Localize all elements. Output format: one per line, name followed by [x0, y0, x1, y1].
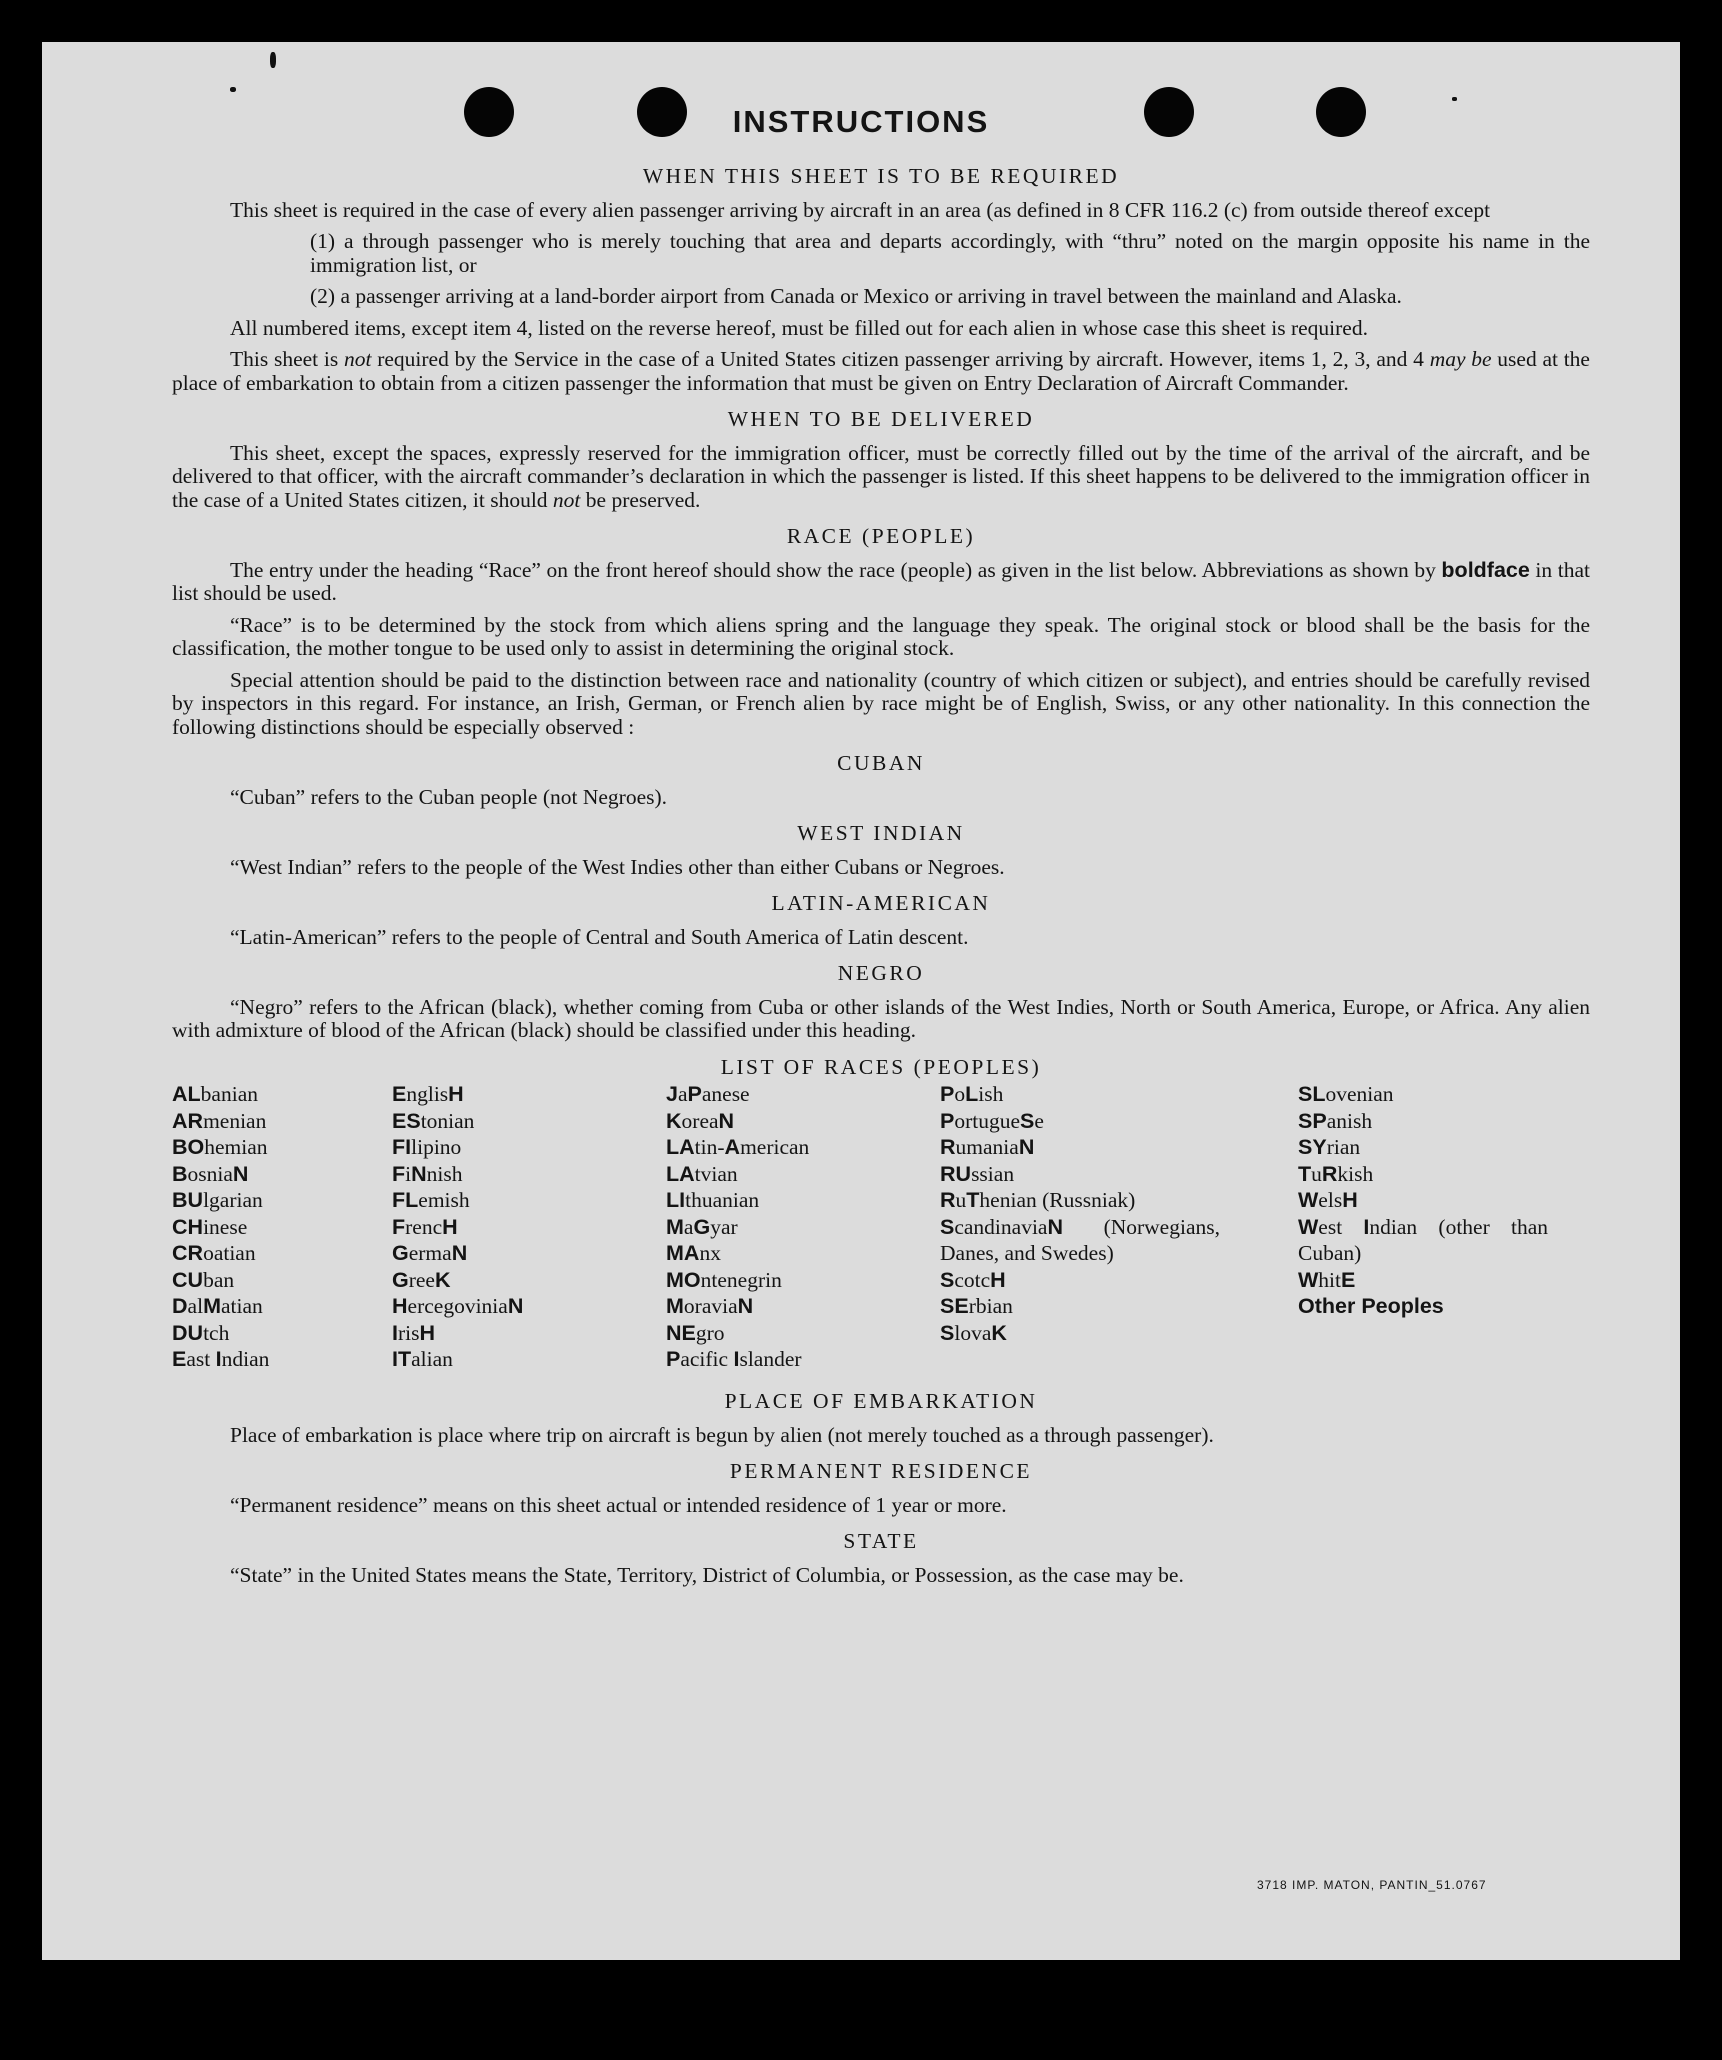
- paragraph: “West Indian” refers to the people of the West Indies other than either Cubans or Negroes.: [230, 854, 1005, 879]
- list-item: (2) a passenger arriving at a land-border airport from Canada or Mexico or arriving in travel between the mainland and Alaska.: [310, 284, 1402, 308]
- speck: [1452, 97, 1457, 101]
- race-item: BUlgarian: [172, 1188, 263, 1212]
- race-item: EStonian: [392, 1108, 475, 1133]
- paragraph: This sheet is not required by the Service in the case of a United States citizen passenger arriving by aircraft. However, items 1, 2, 3, and 4 may be used at the place of embarkation to obtain from a citizen passenger the information that must be given on Entry Declaration of Aircraft Commander.: [172, 347, 1590, 395]
- race-item: CRoatian: [172, 1241, 256, 1265]
- race-item: Pacific Islander: [666, 1347, 802, 1371]
- race-item: NEgro: [666, 1320, 725, 1345]
- race-item: CHinese: [172, 1214, 248, 1239]
- paragraph: This sheet, except the spaces, expressly reserved for the immigration officer, must be correctly filled out by the time of the arrival of the aircraft, and be delivered to that officer, with the aircraft commander’s declaration in which the passenger is listed. If this sheet happens to be delivered to the immigration officer in the case of a United States citizen, it should not be preserved.: [172, 440, 1590, 512]
- race-item: West Indian (other than Cuban): [1298, 1214, 1548, 1265]
- race-item: MoraviaN: [666, 1294, 754, 1318]
- race-item: Other Peoples: [1298, 1294, 1444, 1318]
- race-item: WelsH: [1298, 1188, 1358, 1212]
- paragraph: “Latin-American” refers to the people of Central and South America of Latin descent.: [230, 924, 969, 949]
- race-item: FrencH: [392, 1214, 458, 1239]
- paragraph: “State” in the United States means the State, Territory, District of Columbia, or Possession, as the case may be.: [230, 1562, 1184, 1587]
- race-item: KoreaN: [666, 1108, 735, 1133]
- race-item: ITalian: [392, 1347, 453, 1371]
- race-item: BOhemian: [172, 1135, 268, 1159]
- race-column: [1298, 1081, 1548, 1320]
- paragraph: “Negro” refers to the African (black), whether coming from Cuba or other islands of the West Indies, North or South America, Europe, or Africa. Any alien with admixture of blood of the African (black) should be classified under this heading.: [172, 994, 1590, 1042]
- race-item: SLovenian: [1298, 1082, 1394, 1106]
- race-item: SYrian: [1298, 1135, 1361, 1159]
- race-item: ScandinaviaN (Norwegians, Danes, and Swedes): [940, 1214, 1220, 1265]
- paragraph: All numbered items, except item 4, listed on the reverse hereof, must be filled out for each alien in whose case this sheet is required.: [230, 315, 1368, 340]
- paragraph: “Permanent residence” means on this sheet actual or intended residence of 1 year or more.: [230, 1492, 1007, 1517]
- instructions-body: [172, 152, 1590, 1595]
- race-item: East Indian: [172, 1347, 270, 1371]
- race-item: GermaN: [392, 1241, 468, 1265]
- race-item: MaGyar: [666, 1214, 738, 1239]
- race-item: TuRkish: [1298, 1161, 1374, 1186]
- race-column: [172, 1081, 382, 1373]
- race-item: ARmenian: [172, 1108, 267, 1133]
- race-item: JaPanese: [666, 1082, 750, 1106]
- race-column: [392, 1081, 612, 1373]
- section-heading: RACE (PEOPLE): [786, 524, 976, 548]
- race-item: RuThenian (Russniak): [940, 1188, 1136, 1212]
- section-heading: WEST INDIAN: [797, 821, 965, 845]
- race-item: SlovaK: [940, 1320, 1007, 1345]
- paragraph: “Race” is to be determined by the stock from which aliens spring and the language they speak. The original stock or blood shall be the basis for the classification, the mother tongue to be used only to assist in determining the original stock.: [172, 612, 1590, 660]
- race-list: [172, 1081, 1590, 1377]
- race-item: SPanish: [1298, 1108, 1373, 1133]
- section-heading: LIST OF RACES (PEOPLES): [720, 1054, 1042, 1079]
- section-heading: CUBAN: [837, 751, 925, 775]
- paragraph: The entry under the heading “Race” on the front hereof should show the race (people) as given in the list below. Abbreviations as shown by boldface in that list should be used.: [172, 557, 1590, 605]
- race-item: WhitE: [1298, 1267, 1356, 1292]
- race-item: SErbian: [940, 1294, 1013, 1318]
- race-item: MOntenegrin: [666, 1267, 782, 1292]
- page-title: INSTRUCTIONS: [732, 104, 990, 139]
- race-item: HercegoviniaN: [392, 1294, 524, 1318]
- race-item: DUtch: [172, 1320, 230, 1345]
- speck: [230, 87, 236, 92]
- race-item: PortugueSe: [940, 1108, 1044, 1133]
- race-column: [940, 1081, 1220, 1346]
- race-item: PoLish: [940, 1082, 1004, 1106]
- document-sheet: [42, 42, 1680, 1960]
- race-item: FIlipino: [392, 1135, 462, 1159]
- race-item: RumaniaN: [940, 1135, 1035, 1159]
- race-item: BosniaN: [172, 1161, 249, 1186]
- paragraph: This sheet is required in the case of every alien passenger arriving by aircraft in an area (as defined in 8 CFR 116.2 (c) from outside thereof except: [230, 197, 1491, 222]
- race-item: FiNnish: [392, 1161, 463, 1186]
- speck: [270, 52, 276, 68]
- race-item: ScotcH: [940, 1267, 1006, 1292]
- section-heading: WHEN THIS SHEET IS TO BE REQUIRED: [642, 164, 1120, 188]
- race-column: [666, 1081, 896, 1373]
- race-item: ALbanian: [172, 1082, 258, 1106]
- list-item: (1) a through passenger who is merely touching that area and departs accordingly, with “thru” noted on the margin opposite his name in the immigration list, or: [310, 229, 1590, 277]
- section-heading: WHEN TO BE DELIVERED: [727, 407, 1035, 431]
- race-item: EnglisH: [392, 1082, 464, 1106]
- race-item: FLemish: [392, 1188, 470, 1212]
- paragraph: Special attention should be paid to the distinction between race and nationality (country of which citizen or subject), and entries should be carefully revised by inspectors in this regard. For instance, an Irish, German, or French alien by race might be of English, Swiss, or any other nationality. In this connection the following distinctions should be especially observed :: [172, 667, 1590, 739]
- race-item: DalMatian: [172, 1294, 263, 1318]
- race-item: LAtvian: [666, 1161, 738, 1186]
- race-item: RUssian: [940, 1161, 1015, 1186]
- race-item: MAnx: [666, 1241, 721, 1265]
- section-heading: PERMANENT RESIDENCE: [729, 1459, 1033, 1483]
- race-item: IrisH: [392, 1320, 436, 1345]
- section-heading: PLACE OF EMBARKATION: [724, 1389, 1038, 1413]
- section-heading: STATE: [843, 1529, 919, 1553]
- paragraph: “Cuban” refers to the Cuban people (not Negroes).: [230, 784, 668, 809]
- print-code: 3718 IMP. MATON, PANTIN_51.0767: [1257, 1878, 1487, 1892]
- race-item: LIthuanian: [666, 1188, 760, 1212]
- race-item: CUban: [172, 1267, 235, 1292]
- race-item: LAtin-American: [666, 1135, 810, 1159]
- paragraph: Place of embarkation is place where trip on aircraft is begun by alien (not merely touched as a through passenger).: [230, 1422, 1214, 1447]
- section-heading: LATIN-AMERICAN: [771, 891, 991, 915]
- section-heading: NEGRO: [837, 961, 925, 985]
- race-item: GreeK: [392, 1267, 451, 1292]
